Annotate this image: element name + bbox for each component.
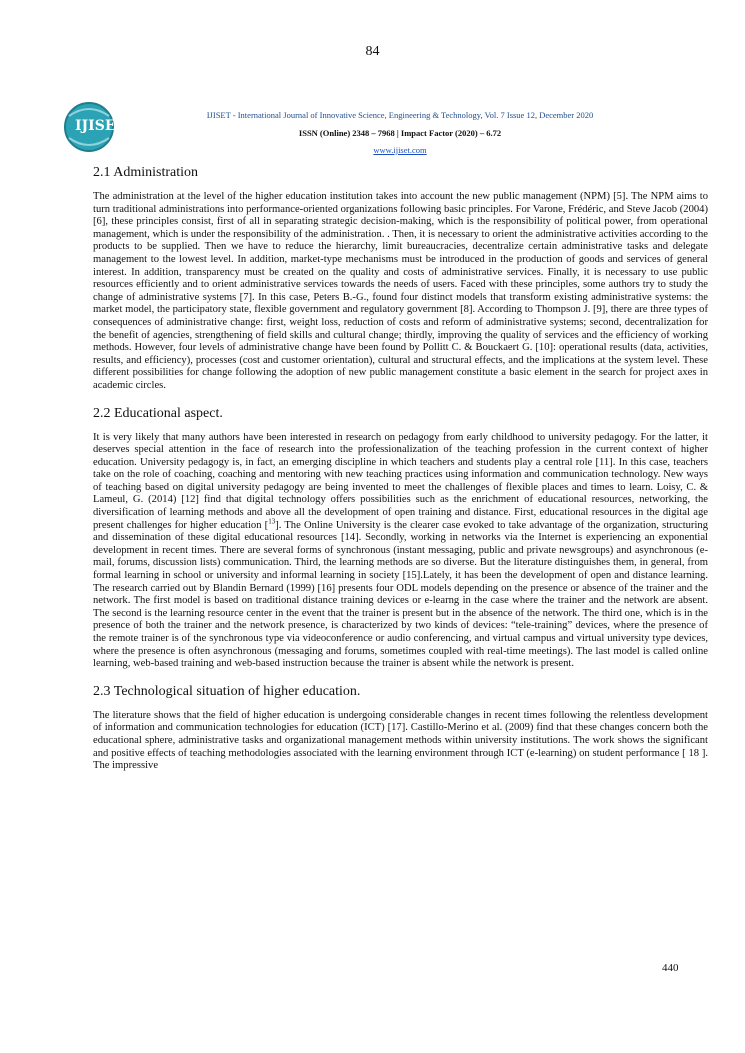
section-heading-administration: 2.1 Administration bbox=[93, 165, 198, 180]
technological-paragraph: The literature shows that the field of higher education is undergoing considerable changes in recent times following the relentless development of information and communication technologies for education (ICT) [17]. Castillo-Merino et al. (2009) find that these changes concern both the educational sphere, administrative tasks and organizational management methods within university institutions. The work shows the significant and positive effects of teaching methodologies associated with the learning environment through ICT (e-learning) on student performance [ 18 ]. The impressive bbox=[93, 709, 708, 772]
administration-paragraph: The administration at the level of the higher education institution takes into account the new public management (NPM) [5]. The NPM aims to turn traditional administrations into performance-oriented organizations following basic principles. For Varone, Frédéric, and Steve Jacob (2004) [6], these principles consist, first of all in separating strategic decision-making, which is the responsibility of political power, from operational management, which is under the responsibility of the administration. . Then, it is necessary to orient the administrative activities according to the products to be supplied. Then we have to reduce the hierarchy, limit bureaucracies, decentralize certain administrative tasks and delegate management to the lowest level. In addition, market-type mechanisms must be introduced in the production of goods and services of general interest. In addition, transparency must be created on the quality and costs of administrative services. Finally, it is necessary to use public resources efficiently and to orient administrative services towards the needs of users. Faced with these principles, some authors try to study the change of administrative systems [7]. In this case, Peters B.-G., found four distinct models that transform existing administrative systems: the market model, the participatory state, flexible government and regulatory government [8]. According to Thompson J. [9], there are three types of consequences of administrative change: first, weight loss, reduction of costs and reform of administrative systems; second, decentralization for the benefit of agencies, strengthening of field skills and cultural change; thirdly, improving the quality of services and the efficiency of working methods. However, four levels of administrative change have been found by Pollitt C. & Bouckaert G. [10]: operational results (data, activities, results, and efficiency), processes (cost and customer orientation), cultural and structural effects, and the implications at the system level. These different possibilities for change following the adoption of new public management constitute a basic element in the search for project axes in academic circles. bbox=[93, 191, 708, 391]
educational-paragraph-part-b: ]. The Online University is the clearer case evoked to take advantage of the organization, structuring and dissemination of these digital educational resources [14]. Secondly, working in networks via the Internet is experiencing an exponential development in recent times. There are several forms of synchronous (instant messaging, public and private newsgroups) and asynchronous (e-mail, forums, discussion lists) communication. Third, the learning methods are so diverse. But the literature distinguishes them, in general, from formal learning in school or university and informal learning in society [15].Lately, it has been the development of open and distance learning. The research carried out by Blandin Bernard (1999) [16] presents four ODL models depending on the presence or absence of the trainer and the network. The first model is based on traditional distance training devices or e-learng in the case where the trainer and the network are absent. The second is the learning resource center in the event that the trainer is present but in the absence of the network. The third one, which is in the presence of both the trainer and the network presence, is characterized by two kinds of devices: “tele-training” devices, where the presence of the remote trainer is of the synchronous type via videoconference or audio conferencing, and virtual campus and virtual university type devices, where the presence is often asynchronous (messaging and forums, sometimes coupled with real-time meetings). The last model is called online learning, web-based training and web-based instruction because the trainer is absent while the network is present. bbox=[93, 519, 708, 670]
section-heading-educational: 2.2 Educational aspect. bbox=[93, 405, 223, 421]
issn-line: ISSN (Online) 2348 – 7968 | Impact Factor (2020) – 6.72 bbox=[298, 128, 502, 138]
journal-header bbox=[60, 100, 700, 160]
article-body bbox=[93, 160, 708, 786]
page-number-bottom: 440 bbox=[662, 962, 679, 974]
citation-superscript: 13 bbox=[268, 517, 276, 526]
logo-text: IJISET bbox=[75, 118, 126, 134]
journal-url-link[interactable]: www.ijiset.com bbox=[373, 145, 427, 155]
journal-title-line: IJISET - International Journal of Innovative Science, Engineering & Technology, Vol. 7 Issue 12, December 2020 bbox=[206, 110, 594, 120]
educational-paragraph-part-a: It is very likely that many authors have been interested in research on pedagogy from early childhood to university pedagogy. For the latter, it deserves special attention in the face of research into the professionalization of the teaching profession in the current context of higher education. University pedagogy is, in fact, an emerging discipline in which teachers and students play a central role [11]. In this case, teachers take on the role of coaching, coaching and mentoring with new teaching practices using information and communication technology. New ways of teaching based on digital university pedagogy are being invented to meet the challenges of flexible places and times to learn. Loisy, C. & Lameul, G. (2014) [12] find that digital technology offers possibilities such as the enrichment of educational resources, networking, the diversification of learning methods and above all the development of open training and distance. First, educational resources in the digital age present challenges for higher education [ bbox=[93, 431, 708, 531]
educational-paragraph bbox=[93, 432, 708, 671]
page-number-top: 84 bbox=[365, 44, 380, 59]
section-heading-technological: 2.3 Technological situation of higher education. bbox=[93, 683, 361, 699]
ijiset-logo bbox=[63, 100, 126, 154]
